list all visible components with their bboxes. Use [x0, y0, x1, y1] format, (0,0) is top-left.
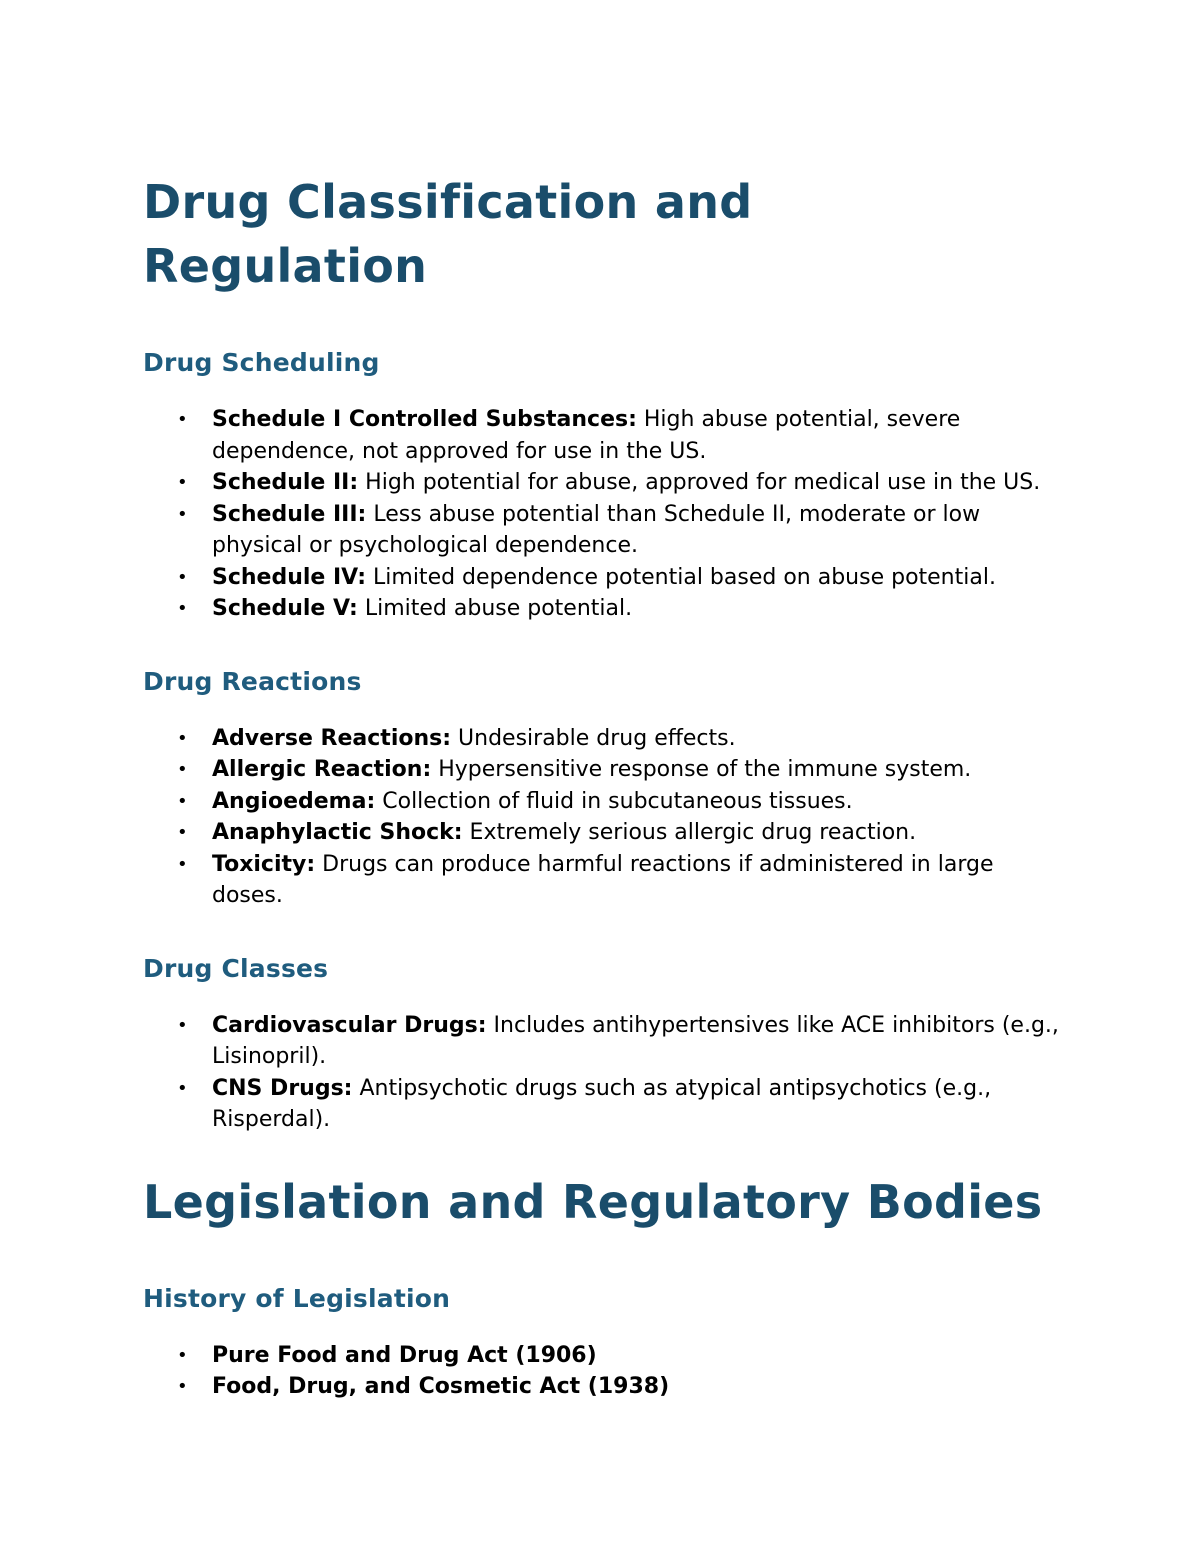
bullet-icon: • — [177, 1077, 188, 1099]
item-term: Schedule V: — [212, 596, 358, 621]
bullet-icon: • — [177, 1014, 188, 1036]
item-description: Limited dependence potential based on abuse potential. — [366, 564, 996, 590]
list-item — [177, 849, 1062, 912]
bullet-icon: • — [177, 1344, 188, 1366]
item-term: Allergic Reaction: — [212, 757, 432, 782]
list-item — [177, 467, 1062, 499]
section-heading-history-of-legislation: History of Legislation — [143, 1283, 451, 1313]
item-term: Pure Food and Drug Act (1906) — [212, 1342, 597, 1368]
list-item — [177, 404, 1062, 467]
section-heading-drug-scheduling: Drug Scheduling — [143, 348, 380, 377]
item-description: Collection of fluid in subcutaneous tissues. — [375, 788, 853, 814]
item-description: High potential for abuse, approved for medical use in the US. — [358, 470, 1041, 495]
bullet-icon: • — [177, 1376, 188, 1397]
item-description: Drugs can produce harmful reactions if administered in large doses. — [212, 851, 994, 908]
list-item — [177, 786, 1062, 818]
item-description: Undesirable drug effects. — [451, 725, 736, 751]
bullet-icon: • — [177, 503, 188, 525]
item-term: Cardiovascular Drugs: — [212, 1012, 487, 1038]
section-heading-drug-classes: Drug Classes — [143, 953, 329, 983]
item-term: Angioedema: — [212, 788, 376, 814]
history-list — [143, 1340, 1070, 1403]
item-description: Extremely serious allergic drug reaction. — [462, 820, 917, 845]
section-heading-drug-reactions: Drug Reactions — [143, 666, 362, 696]
list-item — [177, 593, 1062, 625]
drug-scheduling-list — [143, 404, 1070, 625]
item-description: Includes antihypertensives like ACE inhibitors (e.g., Lisinopril). — [212, 1012, 1059, 1069]
bullet-icon: • — [177, 759, 188, 780]
item-term: Toxicity: — [212, 851, 316, 877]
list-item — [177, 1010, 1062, 1073]
bullet-icon: • — [177, 409, 188, 430]
drug-classes-list — [143, 1010, 1070, 1136]
list-item — [177, 723, 1062, 755]
bullet-icon: • — [177, 598, 188, 619]
item-description: Antipsychotic drugs such as atypical antipsychotics (e.g., Risperdal). — [212, 1075, 992, 1132]
bullet-icon: • — [177, 566, 188, 588]
bullet-icon: • — [177, 472, 188, 493]
item-description: High abuse potential, severe dependence, not approved for use in the US. — [212, 407, 961, 464]
item-term: Food, Drug, and Cosmetic Act (1938) — [212, 1374, 670, 1399]
bullet-icon: • — [177, 853, 188, 875]
item-description: Limited abuse potential. — [357, 596, 633, 621]
item-term: Schedule II: — [212, 470, 359, 495]
bullet-icon: • — [177, 727, 188, 749]
item-description: Less abuse potential than Schedule II, moderate or low physical or psychological dependence. — [212, 501, 981, 558]
item-description: Hypersensitive response of the immune system. — [431, 757, 972, 782]
item-term: Schedule IV: — [212, 564, 367, 590]
drug-reactions-list — [143, 723, 1070, 912]
item-term: Schedule III: — [212, 501, 367, 527]
list-item — [177, 754, 1062, 786]
document-title: Drug Classification and Regulation — [143, 175, 753, 293]
item-term: Anaphylactic Shock: — [212, 820, 463, 845]
item-term: Schedule I Controlled Substances: — [212, 407, 637, 432]
list-item — [177, 562, 1062, 594]
bullet-icon: • — [177, 822, 188, 843]
list-item — [177, 1371, 1062, 1403]
list-item — [177, 1073, 1062, 1136]
item-term: Adverse Reactions: — [212, 725, 452, 751]
bullet-icon: • — [177, 790, 188, 812]
list-item — [177, 499, 1062, 562]
list-item — [177, 1340, 1062, 1372]
legislation-title: Legislation and Regulatory Bodies — [143, 1174, 1043, 1229]
list-item — [177, 817, 1062, 849]
item-term: CNS Drugs: — [212, 1075, 353, 1101]
